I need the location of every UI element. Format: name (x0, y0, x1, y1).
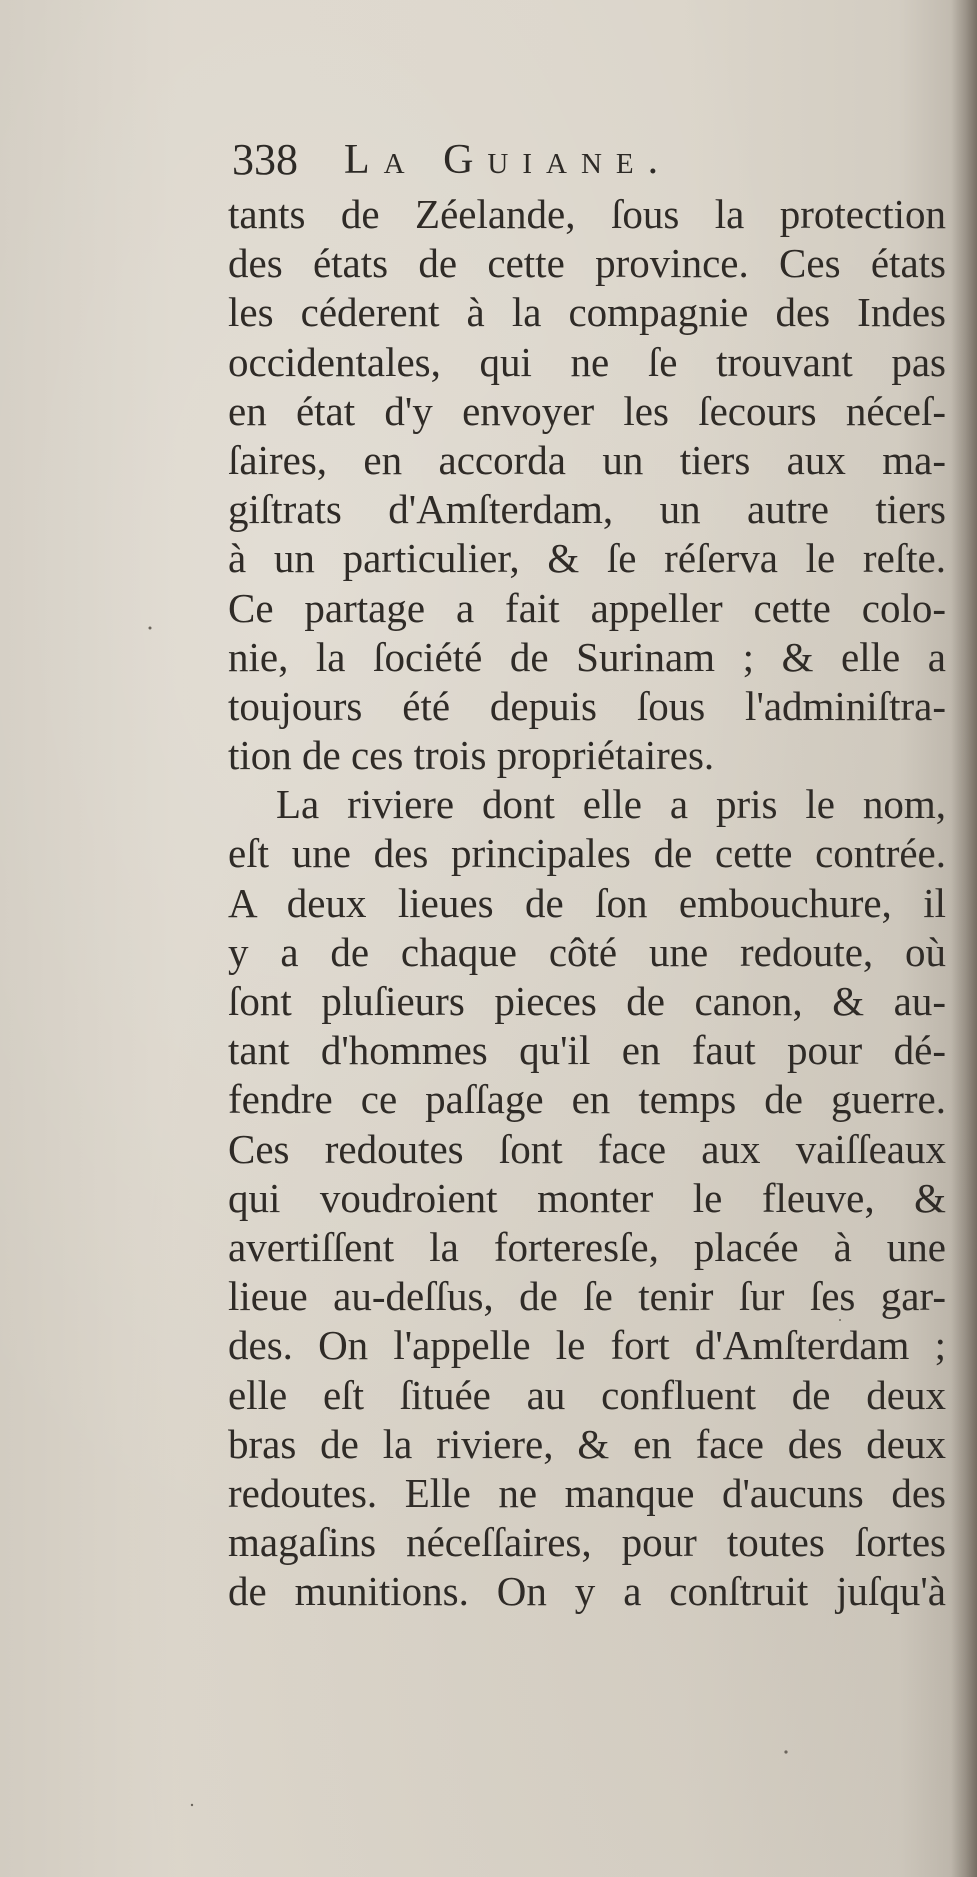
text-line: La riviere dont elle a pris le nom, (276, 781, 946, 828)
text-line: tants de Zéelande, ſous la protection (228, 191, 946, 237)
text-line: tion de ces trois propriétaires. (228, 732, 715, 779)
text-line: lieue au-deſſus, de ſe tenir ſur ſes gar- (228, 1273, 946, 1320)
text-line: des états de cette province. Ces états (228, 240, 946, 287)
text-line: magaſins néceſſaires, pour toutes ſortes (228, 1519, 946, 1566)
text-line: des. On l'appelle le fort d'Amſterdam ; (228, 1322, 946, 1369)
text-line: qui voudroient monter le fleuve, & (228, 1174, 946, 1221)
text-line: giſtrats d'Amſterdam, un autre tiers (228, 486, 946, 533)
text-line: eſt une des principales de cette contrée. (228, 830, 946, 877)
text-line: avertiſſent la forteresſe, placée à une (228, 1223, 946, 1270)
text-line: à un particulier, & ſe réſerva le reſte. (228, 535, 946, 582)
page-number: 338 (232, 135, 298, 184)
text-line: occidentales, qui ne ſe trouvant pas (228, 338, 946, 385)
text-line: toujours été depuis ſous l'adminiſtra- (228, 682, 946, 729)
running-head (232, 132, 932, 188)
running-title: La Guiane. (344, 137, 673, 183)
text-line: en état d'y envoyer les ſecours néceſ- (228, 387, 946, 434)
text-line: Ces redoutes ſont face aux vaiſſeaux (228, 1125, 946, 1172)
text-line: les céderent à la compagnie des Indes (228, 289, 946, 336)
text-line: ſont pluſieurs pieces de canon, & au- (228, 978, 946, 1024)
text-line: bras de la riviere, & en face des deux (228, 1420, 946, 1467)
body-text (228, 190, 946, 1616)
text-line: nie, la ſociété de Surinam ; & elle a (228, 633, 946, 680)
text-line: y a de chaque côté une redoute, où (228, 928, 946, 975)
text-line: elle eſt ſituée au confluent de deux (228, 1371, 946, 1418)
text-line: redoutes. Elle ne manque d'aucuns des (228, 1469, 946, 1516)
text-line: fendre ce paſſage en temps de guerre. (228, 1076, 946, 1123)
text-line: ſaires, en accorda un tiers aux ma- (228, 436, 946, 483)
page-edge-shadow (951, 0, 977, 1877)
text-line: de munitions. On y a conſtruit juſqu'à (228, 1568, 946, 1615)
text-line: Ce partage a fait appeller cette colo- (228, 584, 946, 631)
text-line: A deux lieues de ſon embouchure, il (228, 879, 946, 926)
text-line: tant d'hommes qu'il en faut pour dé- (228, 1027, 946, 1074)
